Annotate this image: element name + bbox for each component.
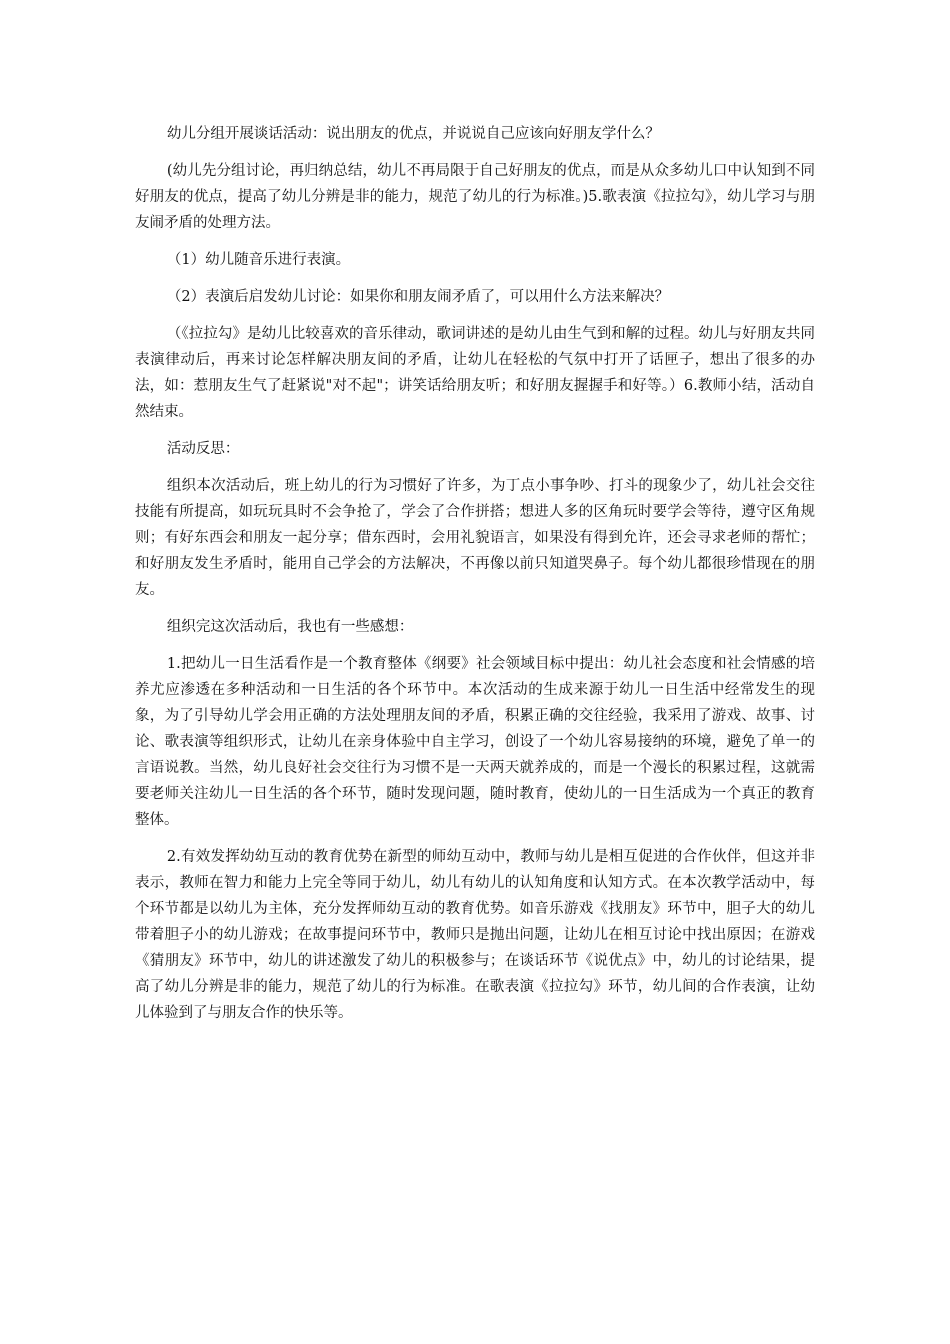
document-body	[135, 121, 815, 1037]
paragraph-thought-1: 1.把幼儿一日生活看作是一个教育整体《纲要》社会领域目标中提出：幼儿社会态度和社会情感的培养尤应渗透在多种活动和一日生活的各个环节中。本次活动的生成来源于幼儿一日生活中经常发生的现象，为了引导幼儿学会用正确的方法处理朋友间的矛盾，积累正确的交往经验，我采用了游戏、故事、讨论、歌表演等组织形式，让幼儿在亲身体验中自主学习，创设了一个幼儿容易接纳的环境，避免了单一的言语说教。当然，幼儿良好社会交往行为习惯不是一天两天就养成的，而是一个漫长的积累过程，这就需要老师关注幼儿一日生活的各个环节，随时发现问题，随时教育，使幼儿的一日生活成为一个真正的教育整体。	[135, 656, 815, 828]
paragraph-thoughts-intro: 组织完这次活动后，我也有一些感想：	[166, 619, 414, 635]
paragraph-step-1: （1）幼儿随音乐进行表演。	[166, 252, 351, 268]
paragraph-thought-2: 2.有效发挥幼幼互动的教育优势在新型的师幼互动中，教师与幼儿是相互促进的合作伙伴，但这并非表示，教师在智力和能力上完全等同于幼儿，幼儿有幼儿的认知角度和认知方式。在本次教学活动中，每个环节都是以幼儿为主体，充分发挥师幼互动的教育优势。如音乐游戏《找朋友》环节中，胆子大的幼儿带着胆子小的幼儿游戏；在故事提问环节中，教师只是抛出问题，让幼儿在相互讨论中找出原因；在游戏《猜朋友》环节中，幼儿的讲述激发了幼儿的积极参与；在谈话环节《说优点》中，幼儿的讨论结果，提高了幼儿分辨是非的能力，规范了幼儿的行为标准。在歌表演《拉拉勾》环节，幼儿间的合作表演，让幼儿体验到了与朋友合作的快乐等。	[135, 849, 815, 1021]
paragraph-lalagou-note: （《拉拉勾》是幼儿比较喜欢的音乐律动，歌词讲述的是幼儿由生气到和解的过程。幼儿与好朋友共同表演律动后，再来讨论怎样解决朋友间的矛盾，让幼儿在轻松的气氛中打开了话匣子，想出了很多的办法，如：惹朋友生气了赶紧说"对不起"；讲笑话给朋友听；和好朋友握握手和好等。）6.教师小结，活动自然结束。	[135, 326, 815, 420]
section-heading-reflection: 活动反思：	[166, 441, 240, 457]
paragraph-group-discussion-note: (幼儿先分组讨论，再归纳总结，幼儿不再局限于自己好朋友的优点，而是从众多幼儿口中认知到不同好朋友的优点，提高了幼儿分辨是非的能力，规范了幼儿的行为标准。)5.歌表演《拉拉勾》，幼儿学习与朋友闹矛盾的处理方法。	[135, 163, 815, 231]
paragraph-reflection-1: 组织本次活动后，班上幼儿的行为习惯好了许多，为丁点小事争吵、打斗的现象少了，幼儿社会交往技能有所提高，如玩玩具时不会争抢了，学会了合作拼搭；想进人多的区角玩时要学会等待，遵守区角规则；有好东西会和朋友一起分享；借东西时，会用礼貌语言，如果没有得到允许，还会寻求老师的帮忙；和好朋友发生矛盾时，能用自己学会的方法解决，不再像以前只知道哭鼻子。每个幼儿都很珍惜现在的朋友。	[135, 478, 815, 598]
paragraph-step-2: （2）表演后启发幼儿讨论：如果你和朋友闹矛盾了，可以用什么方法来解决？	[166, 289, 670, 305]
paragraph-group-talk: 幼儿分组开展谈话活动：说出朋友的优点，并说说自己应该向好朋友学什么？	[166, 126, 660, 142]
